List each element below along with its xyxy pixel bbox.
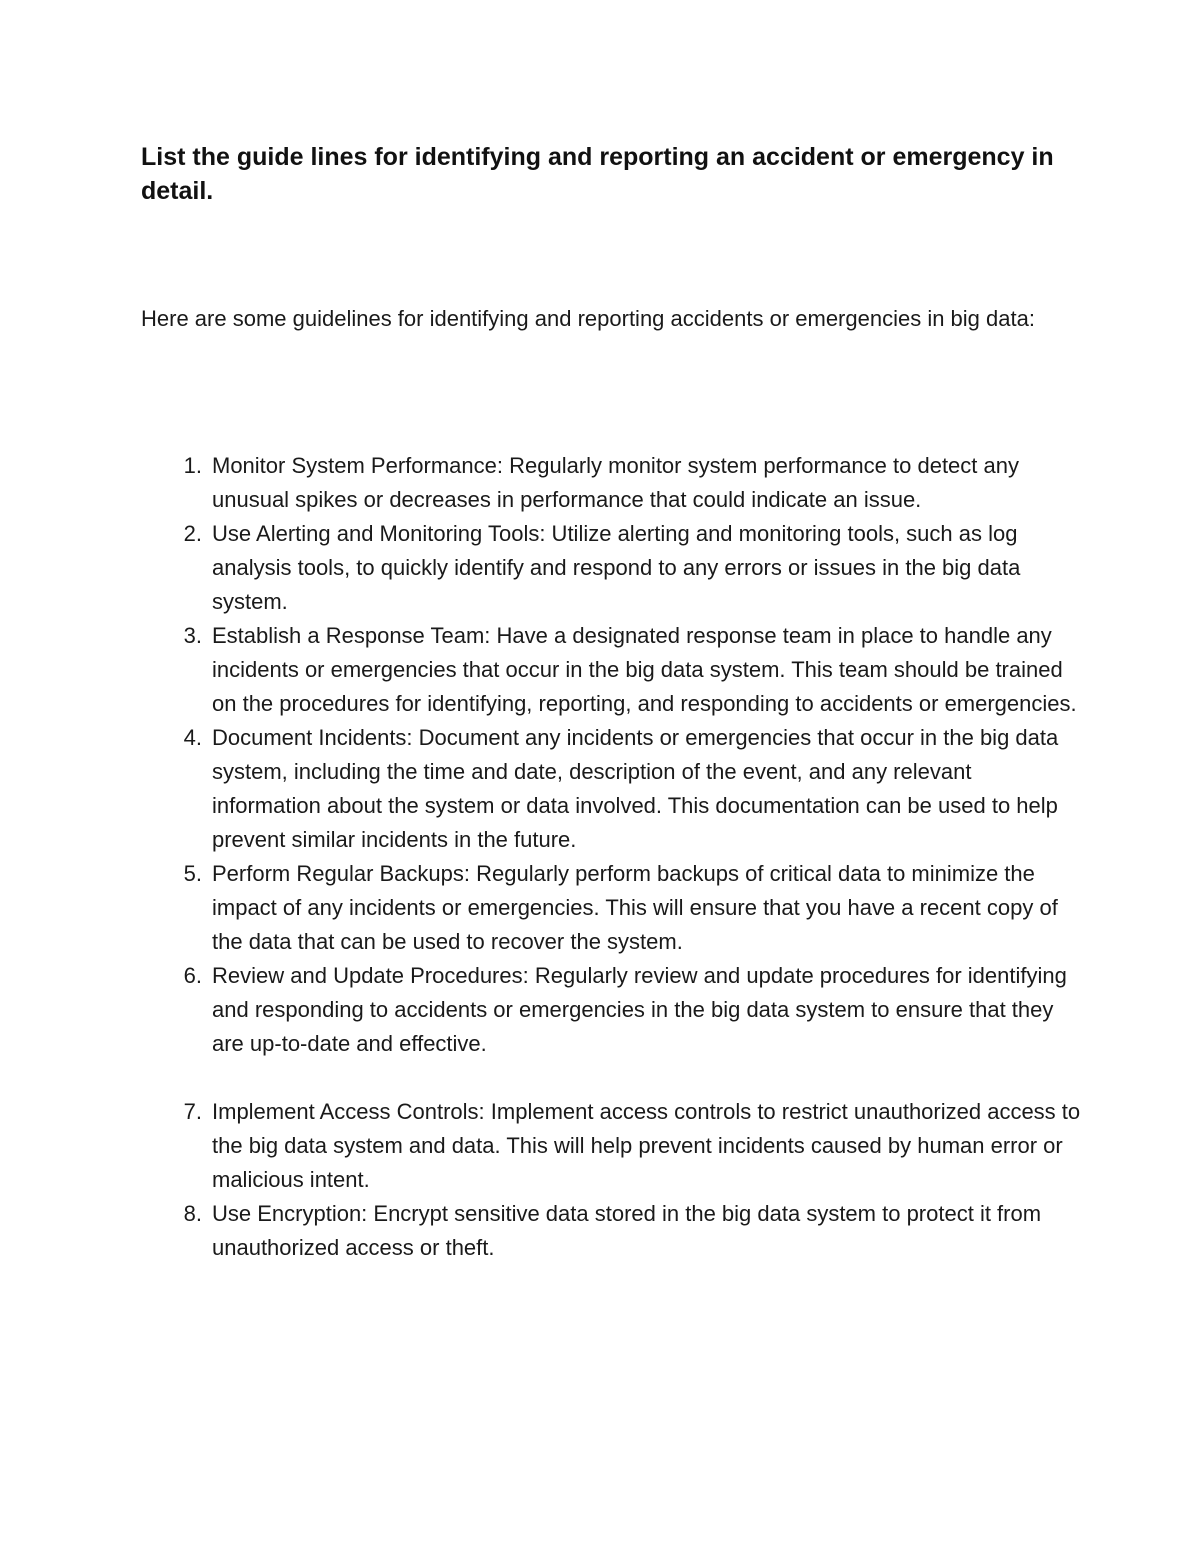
list-item-number: 7.	[183, 1099, 202, 1124]
list-item	[141, 449, 1081, 517]
list-item-text: Establish a Response Team: Have a designated response team in place to handle any incidents or emergencies that occur in the big data system. This team should be trained on the procedures for identifying, reporting, and responding to accidents or emergencies.	[212, 623, 1077, 716]
list-item-number: 5.	[183, 861, 202, 886]
list-item	[141, 721, 1081, 857]
list-item-number: 1.	[183, 453, 202, 478]
list-item-text: Monitor System Performance: Regularly monitor system performance to detect any unusual spikes or decreases in performance that could indicate an issue.	[212, 453, 1019, 512]
list-item-text: Implement Access Controls: Implement access controls to restrict unauthorized access to the big data system and data. This will help prevent incidents caused by human error or malicious intent.	[212, 1099, 1081, 1192]
intro-paragraph: Here are some guidelines for identifying and reporting accidents or emergencies in big data:	[141, 306, 1035, 331]
list-item	[141, 1095, 1081, 1197]
list-item	[141, 959, 1081, 1061]
list-item	[141, 1197, 1081, 1265]
list-item	[141, 619, 1081, 721]
list-item-text: Use Alerting and Monitoring Tools: Utilize alerting and monitoring tools, such as log analysis tools, to quickly identify and respond to any errors or issues in the big data system.	[212, 521, 1021, 614]
document-title: List the guide lines for identifying and reporting an accident or emergency in detail.	[141, 143, 1054, 205]
list-item	[141, 857, 1081, 959]
list-item-number: 3.	[183, 623, 202, 648]
list-item-number: 6.	[183, 963, 202, 988]
list-item-number: 4.	[183, 725, 202, 750]
list-item-number: 2.	[183, 521, 202, 546]
guidelines-list	[141, 449, 1081, 1265]
list-item-number: 8.	[183, 1201, 202, 1226]
list-item-text: Review and Update Procedures: Regularly review and update procedures for identifying and responding to accidents or emergencies in the big data system to ensure that they are up-to-date and effective.	[212, 963, 1067, 1056]
list-item-text: Perform Regular Backups: Regularly perform backups of critical data to minimize the impact of any incidents or emergencies. This will ensure that you have a recent copy of the data that can be used to recover the system.	[212, 861, 1058, 954]
list-item-text: Use Encryption: Encrypt sensitive data stored in the big data system to protect it from unauthorized access or theft.	[212, 1201, 1042, 1260]
list-item	[141, 517, 1081, 619]
list-item-text: Document Incidents: Document any incidents or emergencies that occur in the big data system, including the time and date, description of the event, and any relevant information about the system or data involved. This documentation can be used to help prevent similar incidents in the future.	[212, 725, 1059, 852]
